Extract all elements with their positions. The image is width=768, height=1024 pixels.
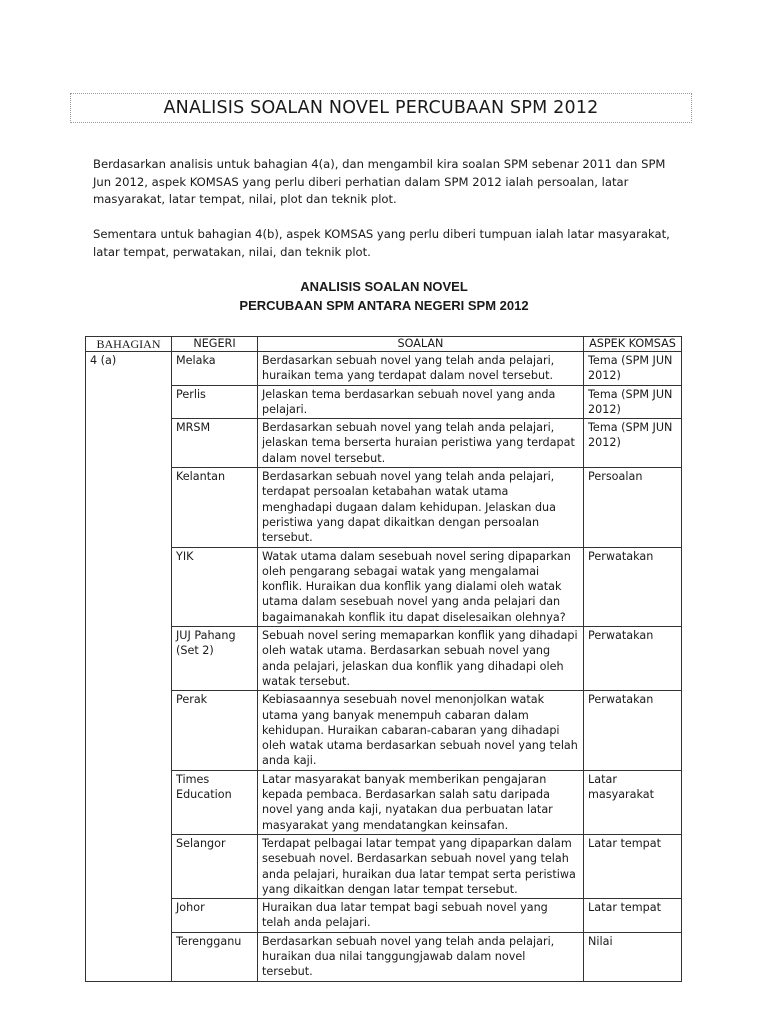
document-title-box (70, 93, 692, 123)
table-row (86, 691, 682, 770)
table-row (86, 834, 682, 898)
soalan-cell: Watak utama dalam sesebuah novel sering dipaparkan oleh pengarang sebagai watak yang mengalamai konflik. Huraikan dua konflik yang dialami oleh watak utama dalam sesebuah novel yang anda pelajari dan bagaimanakah konflik itu dapat diselesaikan olehnya? (258, 547, 584, 626)
aspek-cell: Perwatakan (584, 627, 682, 691)
header-aspek-komsas: ASPEK KOMSAS (584, 337, 682, 352)
soalan-cell: Terdapat pelbagai latar tempat yang dipaparkan dalam sesebuah novel. Berdasarkan sebuah novel yang telah anda pelajari, huraikan dua latar tempat serta peristiwa yang dikaitkan dengan latar tempat tersebut. (258, 834, 584, 898)
table-row (86, 627, 682, 691)
negeri-cell: Terengganu (172, 932, 258, 981)
table-row (86, 385, 682, 419)
table-row (86, 770, 682, 834)
negeri-cell: Johor (172, 899, 258, 933)
aspek-cell: Persoalan (584, 468, 682, 547)
intro-paragraph-1: Berdasarkan analisis untuk bahagian 4(a), dan mengambil kira soalan SPM sebenar 2011 dan SPM Jun 2012, aspek KOMSAS yang perlu diberi perhatian dalam SPM 2012 ialah persoalan, latar masyarakat, latar tempat, nilai, plot dan teknik plot. (93, 157, 666, 206)
soalan-cell: Sebuah novel sering memaparkan konflik yang dihadapi oleh watak utama. Berdasarkan sebuah novel yang anda pelajari, jelaskan dua konflik yang dihadapi oleh watak tersebut. (258, 627, 584, 691)
header-bahagian: BAHAGIAN (86, 337, 172, 352)
table-title-line-2: PERCUBAAN SPM ANTARA NEGERI SPM 2012 (239, 298, 529, 313)
aspek-cell: Tema (SPM JUN 2012) (584, 419, 682, 468)
table-header-row (86, 337, 682, 352)
negeri-cell: Perak (172, 691, 258, 770)
soalan-cell: Berdasarkan sebuah novel yang telah anda pelajari, huraikan dua nilai tanggungjawab dalam novel tersebut. (258, 932, 584, 981)
table-row (86, 468, 682, 547)
table-row (86, 547, 682, 626)
aspek-cell: Tema (SPM JUN 2012) (584, 352, 682, 386)
aspek-cell: Perwatakan (584, 547, 682, 626)
table-row (86, 932, 682, 981)
aspek-cell: Tema (SPM JUN 2012) (584, 385, 682, 419)
negeri-cell: MRSM (172, 419, 258, 468)
bahagian-cell: 4 (a) (86, 352, 172, 982)
soalan-cell: Kebiasaannya sesebuah novel menonjolkan watak utama yang banyak menempuh cabaran dalam kehidupan. Huraikan cabaran-cabaran yang dihadapi oleh watak utama berdasarkan sebuah novel yang telah anda kaji. (258, 691, 584, 770)
aspek-cell: Latar tempat (584, 834, 682, 898)
negeri-cell: JUJ Pahang (Set 2) (172, 627, 258, 691)
negeri-cell: YIK (172, 547, 258, 626)
negeri-cell: Selangor (172, 834, 258, 898)
negeri-cell: Perlis (172, 385, 258, 419)
table-row (86, 899, 682, 933)
intro-paragraph-2: Sementara untuk bahagian 4(b), aspek KOMSAS yang perlu diberi tumpuan ialah latar masyarakat, latar tempat, perwatakan, nilai, dan teknik plot. (93, 227, 670, 259)
soalan-cell: Berdasarkan sebuah novel yang telah anda pelajari, huraikan tema yang terdapat dalam novel tersebut. (258, 352, 584, 386)
negeri-cell: Kelantan (172, 468, 258, 547)
table-row (86, 419, 682, 468)
table-row (86, 352, 682, 386)
aspek-cell: Nilai (584, 932, 682, 981)
table-title-line-1: ANALISIS SOALAN NOVEL (300, 279, 468, 294)
header-soalan: SOALAN (258, 337, 584, 352)
negeri-cell: Melaka (172, 352, 258, 386)
document-title: ANALISIS SOALAN NOVEL PERCUBAAN SPM 2012 (163, 98, 599, 118)
soalan-cell: Latar masyarakat banyak memberikan pengajaran kepada pembaca. Berdasarkan salah satu daripada novel yang anda kaji, nyatakan dua perbuatan latar masyarakat yang mendatangkan keinsafan. (258, 770, 584, 834)
header-negeri: NEGERI (172, 337, 258, 352)
soalan-cell: Berdasarkan sebuah novel yang telah anda pelajari, terdapat persoalan ketabahan watak utama menghadapi dugaan dalam kehidupan. Jelaskan dua peristiwa yang dapat dikaitkan dengan persoalan tersebut. (258, 468, 584, 547)
analysis-table (85, 336, 682, 982)
aspek-cell: Latar masyarakat (584, 770, 682, 834)
soalan-cell: Berdasarkan sebuah novel yang telah anda pelajari, jelaskan tema berserta huraian peristiwa yang terdapat dalam novel tersebut. (258, 419, 584, 468)
aspek-cell: Perwatakan (584, 691, 682, 770)
soalan-cell: Huraikan dua latar tempat bagi sebuah novel yang telah anda pelajari. (258, 899, 584, 933)
soalan-cell: Jelaskan tema berdasarkan sebuah novel yang anda pelajari. (258, 385, 584, 419)
aspek-cell: Latar tempat (584, 899, 682, 933)
negeri-cell: Times Education (172, 770, 258, 834)
